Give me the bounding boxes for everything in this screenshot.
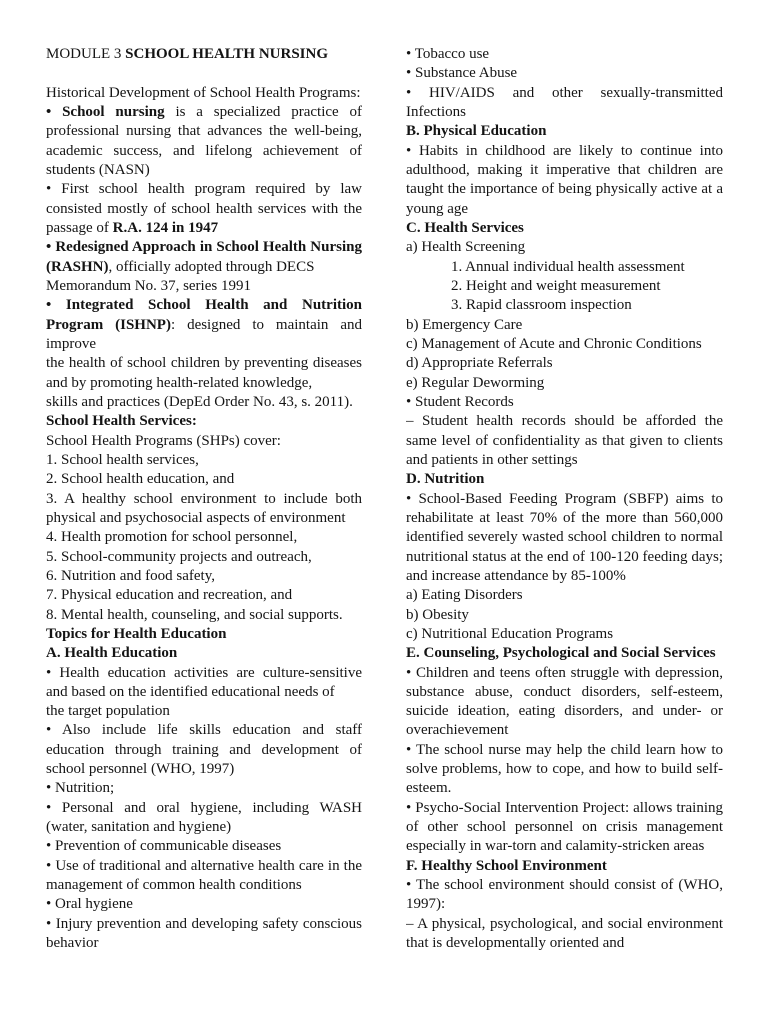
bullet: • [46, 181, 52, 198]
list-item: 8. Mental health, counseling, and social supports. [46, 606, 343, 623]
module-title-line [46, 45, 362, 64]
bullet-item: • Substance Abuse [406, 65, 518, 82]
bullet-item-student-records: • Student Records [406, 393, 514, 410]
list-item: e) Regular Deworming [406, 374, 545, 391]
list-item: a) Eating Disorders [406, 587, 523, 604]
list-item: 1. School health services, [46, 451, 199, 468]
section-heading-health-education: A. Health Education [46, 645, 178, 662]
bullet-text: , officially adopted through DECS [108, 258, 315, 275]
bold-term: Integrated School Health and Nutrition Program (ISHNP) [46, 297, 362, 333]
bullet: • [46, 103, 52, 120]
bullet-item: • Injury prevention and developing safety conscious behavior [46, 915, 362, 952]
bullet-item: • Oral hygiene [46, 896, 133, 913]
bullet-item: • The school environment should consist of (WHO, 1997): [406, 877, 723, 913]
history-heading: Historical Development of School Health Programs: [46, 84, 361, 101]
bullet-item-first-program [46, 180, 362, 238]
bullet-item-school-nursing [46, 103, 362, 180]
module-title: SCHOOL HEALTH NURSING [125, 46, 329, 62]
right-column [406, 45, 723, 1015]
sub-list-item: 3. Rapid classroom inspection [451, 297, 632, 314]
bullet-item: • Nutrition; [46, 780, 115, 797]
bullet-item-rashn [46, 238, 362, 277]
bold-term: Redesigned Approach in School Health Nursing (RASHN) [46, 239, 362, 275]
bullet-text: First school health program required by law consisted mostly of school health services with the passage of [46, 181, 362, 236]
bullet-text: is a specialized practice of professional nursing that advances the well-being, academic success, and lifelong achievement of students (NASN) [46, 103, 362, 178]
bullet-item: • HIV/AIDS and other sexually-transmitted Infections [406, 84, 723, 120]
sub-list-item: 1. Annual individual health assessment [451, 258, 685, 275]
bullet-item-ishnp [46, 296, 362, 354]
bold-term: School nursing [62, 103, 165, 120]
bullet-item: • Use of traditional and alternative health care in the management of common health conditions [46, 857, 362, 894]
shp-intro: School Health Programs (SHPs) cover: [46, 432, 281, 449]
bullet-item: • Habits in childhood are likely to continue into adulthood, making it imperative that children are taught the importance of being physically active at a young age [406, 142, 723, 217]
bullet-item: • Tobacco use [406, 46, 490, 62]
section-heading-health-services: C. Health Services [406, 219, 524, 236]
list-item: b) Obesity [406, 606, 469, 623]
bullet-continuation: the target population [46, 703, 170, 720]
bullet-item: • School-Based Feeding Program (SBFP) aims to rehabilitate at least 70% of the more than 560,000 identified severely wasted school children to normal nutritional status at the end of 100-120 feeding days; and increase attendance by 85-100% [406, 490, 723, 584]
bullet-text: : designed to maintain and improve [46, 316, 362, 352]
list-item: 3. A healthy school environment to include both physical and psychosocial aspects of environment [46, 490, 362, 526]
section-heading-school-health-services: School Health Services: [46, 413, 197, 430]
list-item: 7. Physical education and recreation, and [46, 587, 293, 604]
bullet-item: • The school nurse may help the child learn how to solve problems, how to cope, and how to build self-esteem. [406, 741, 723, 797]
list-item: 4. Health promotion for school personnel, [46, 529, 298, 546]
bullet: • [46, 239, 52, 256]
bullet-item: • Personal and oral hygiene, including WASH (water, sanitation and hygiene) [46, 799, 362, 836]
left-column [46, 45, 362, 1015]
dash-item: – Student health records should be afforded the same level of confidentiality as that given to clients and patients in other settings [406, 413, 723, 468]
rashn-memo: Memorandum No. 37, series 1991 [46, 277, 251, 294]
list-item: c) Management of Acute and Chronic Conditions [406, 335, 702, 352]
bullet: • [46, 297, 52, 314]
bold-term: R.A. 124 in 1947 [112, 219, 219, 236]
list-item: 6. Nutrition and food safety, [46, 567, 215, 584]
module-label: MODULE 3 [46, 46, 122, 62]
bullet-item: • Prevention of communicable diseases [46, 838, 282, 855]
section-heading-counseling: E. Counseling, Psychological and Social Services [406, 645, 716, 662]
section-heading-nutrition: D. Nutrition [406, 471, 485, 488]
list-item: 5. School-community projects and outreach, [46, 548, 312, 565]
bullet-item: • Children and teens often struggle with depression, substance abuse, conduct disorders, self-esteem, suicide ideation, eating disorders, and under- or overachievement [406, 664, 723, 739]
ishnp-continuation: the health of school children by preventing diseases and by promoting health-related knowledge, [46, 355, 362, 391]
sub-list-item: 2. Height and weight measurement [451, 277, 661, 294]
list-item: b) Emergency Care [406, 316, 523, 333]
blank-line [46, 64, 362, 83]
bullet-item: • Health education activities are culture-sensitive and based on the identified educational needs of [46, 664, 362, 700]
list-item-health-screening: a) Health Screening [406, 239, 526, 256]
list-item: c) Nutritional Education Programs [406, 625, 614, 642]
bullet-item: • Psycho-Social Intervention Project: allows training of other school personnel on crisis management especially in war-torn and calamity-stricken areas [406, 799, 723, 855]
bullet-item: • Also include life skills education and staff education through training and development of school personnel (WHO, 1997) [46, 722, 362, 778]
dash-item: – A physical, psychological, and social environment that is developmentally oriented and [406, 915, 723, 952]
section-heading-topics: Topics for Health Education [46, 625, 227, 642]
section-heading-physical-education: B. Physical Education [406, 123, 547, 140]
section-heading-healthy-environment: F. Healthy School Environment [406, 857, 607, 874]
list-item: 2. School health education, and [46, 471, 235, 488]
ishnp-continuation: skills and practices (DepEd Order No. 43, s. 2011). [46, 393, 353, 410]
list-item: d) Appropriate Referrals [406, 355, 553, 372]
